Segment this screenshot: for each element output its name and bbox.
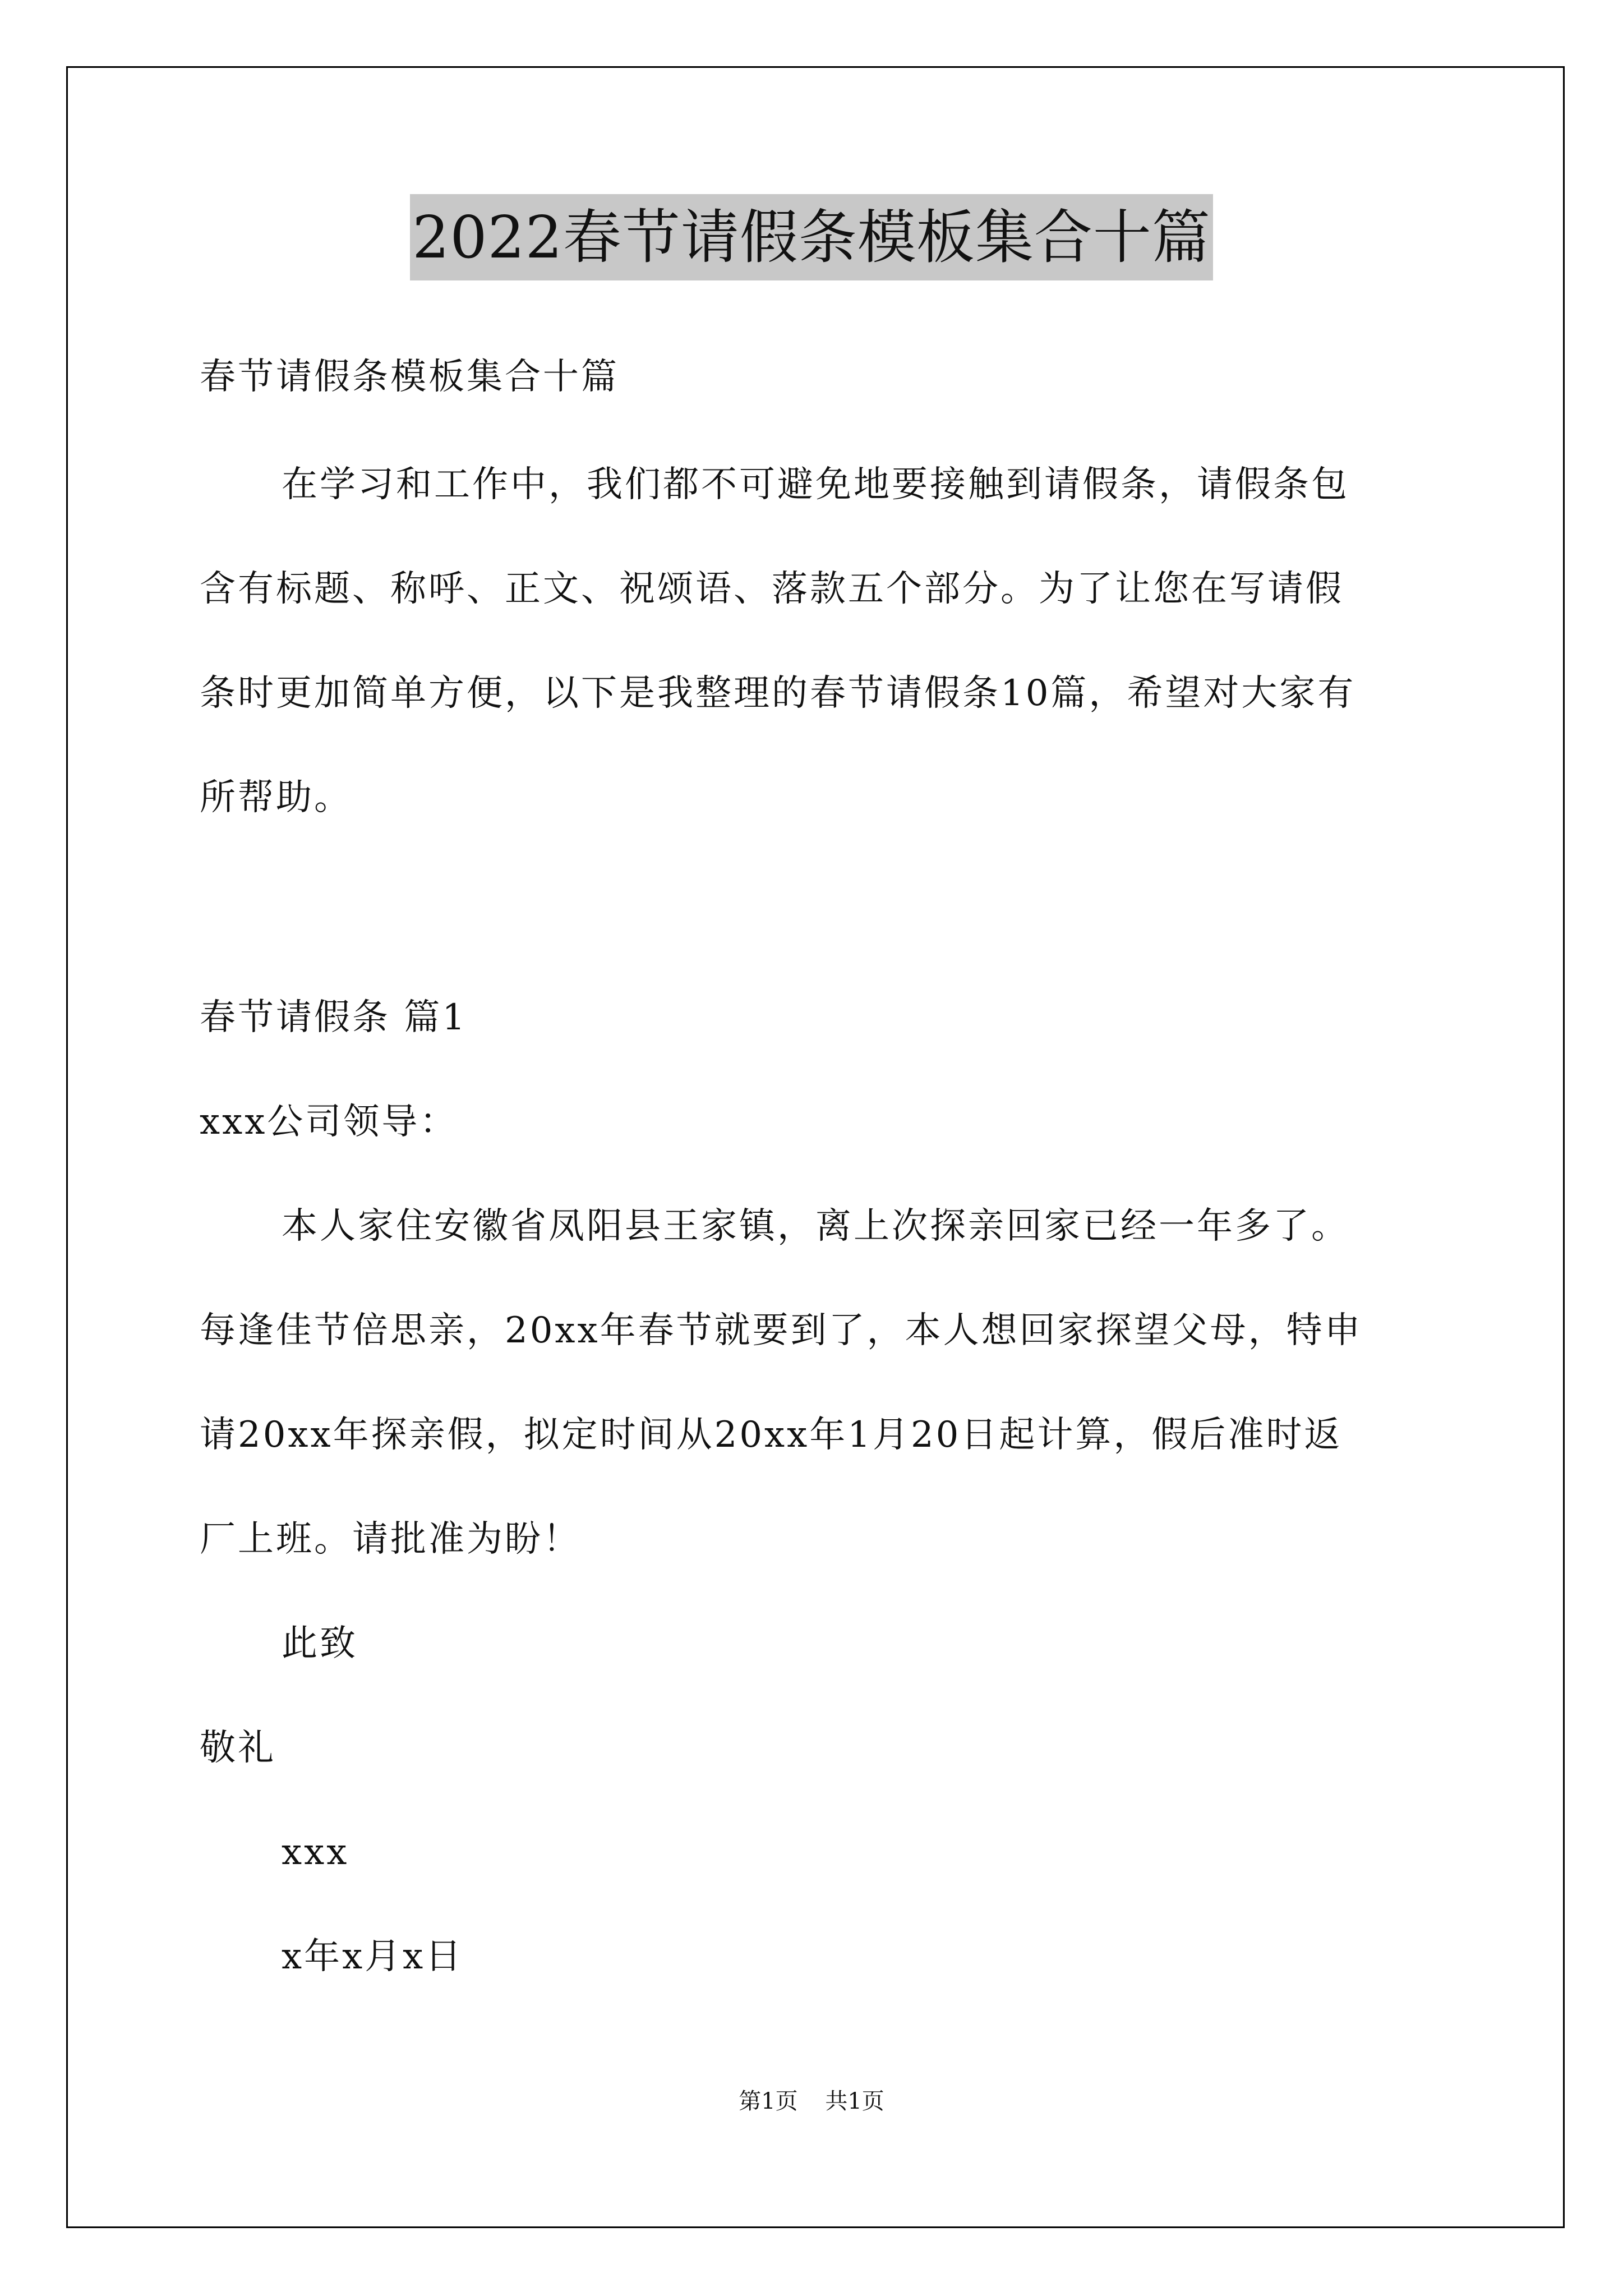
body-line-2: 每逢佳节倍思亲，20xx年春节就要到了，本人想回家探望父母，特申 (200, 1310, 1363, 1351)
salutation: xxx公司领导： (200, 1101, 458, 1143)
document-subtitle: 春节请假条模板集合十篇 (200, 356, 619, 398)
intro-line-3: 条时更加简单方便，以下是我整理的春节请假条10篇，希望对大家有 (200, 673, 1356, 714)
page-footer (0, 2086, 1623, 2117)
signature: xxx (282, 1832, 349, 1873)
body-line-4: 厂上班。请批准为盼！ (200, 1519, 581, 1560)
intro-line-2: 含有标题、称呼、正文、祝颂语、落款五个部分。为了让您在写请假 (200, 568, 1344, 610)
closing-jing-li: 敬礼 (200, 1727, 276, 1769)
document-title: 2022春节请假条模板集合十篇 (410, 194, 1213, 280)
page-total: 共1页 (825, 2088, 884, 2114)
body-line-3: 请20xx年探亲假，拟定时间从20xx年1月20日起计算，假后准时返 (200, 1414, 1343, 1456)
section-heading: 春节请假条 篇1 (200, 997, 468, 1038)
intro-line-1: 在学习和工作中，我们都不可避免地要接触到请假条，请假条包 (282, 464, 1349, 505)
date: x年x月x日 (282, 1936, 464, 1977)
page-current: 第1页 (739, 2088, 798, 2114)
intro-line-4: 所帮助。 (200, 777, 352, 818)
title-container (0, 194, 1623, 280)
body-line-1: 本人家住安徽省凤阳县王家镇，离上次探亲回家已经一年多了。 (282, 1205, 1349, 1247)
closing-ci-zhi: 此致 (282, 1623, 358, 1664)
